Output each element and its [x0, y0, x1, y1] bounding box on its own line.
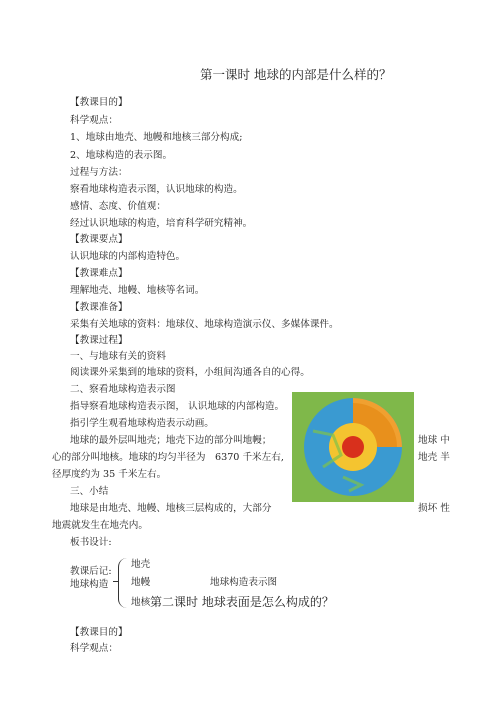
step-2-text-1: 指导察看地球构造表示图， 认识地球的内部构造。 [70, 401, 285, 412]
step-2-text-4-right: 地壳 半 [418, 452, 450, 463]
inner-core-layer [342, 436, 364, 458]
step-3-text-1-right: 损坏 性 [418, 503, 450, 514]
step-3-heading: 三、小结 [70, 486, 109, 497]
board-design-label: 板书设计: [70, 537, 112, 548]
teaching-notes-label: 教课后记: [70, 566, 112, 577]
step-1-heading: 一、与地球有关的资料 [70, 351, 166, 362]
step-2-heading: 二、察看地球构造表示图 [70, 384, 176, 395]
prep-text: 采集有关地球的资料：地球仪、地球构造演示仪、多媒体课件。 [70, 319, 339, 330]
attitude-text: 经过认识地球的构造，培育科学研究精神。 [70, 218, 253, 229]
goal-item-2: 2、地球构造的表示图。 [70, 150, 173, 161]
science-view-label-2: 科学观点： [70, 643, 118, 654]
difficulty-text: 理解地壳、地幔、地核等名词。 [70, 285, 205, 296]
earth-radius-value: 6370 千米左右, [215, 452, 284, 463]
board-item-crust: 地壳 [131, 559, 151, 570]
section-heading-goal: 【教课目的】 [70, 97, 128, 108]
step-2-text-3-right: 地球 中 [418, 435, 450, 446]
step-3-text-1: 地球是由地壳、地幔、地核三层构成的，大部分 [70, 503, 272, 514]
second-lesson-title: 第二课时 地球表面是怎么构成的？ [150, 595, 334, 609]
page-title: 第一课时 地球的内部是什么样的？ [200, 67, 392, 82]
section-heading-goal-2: 【教课目的】 [70, 627, 128, 638]
process-method-text: 察看地球构造表示图，认识地球的构造。 [70, 184, 243, 195]
board-item-core: 地核 [131, 597, 151, 608]
section-heading-difficulty: 【教课难点】 [70, 268, 128, 279]
section-heading-prep: 【教课准备】 [70, 302, 128, 313]
process-method-label: 过程与方法： [70, 167, 128, 178]
board-brace [118, 558, 127, 608]
step-2-text-2: 指引学生观看地球构造表示动画。 [70, 418, 214, 429]
key-text: 认识地球的内部构造特色。 [70, 251, 186, 262]
step-2-text-4: 心的部分叫地核。地球的均匀半径为 [52, 452, 206, 463]
board-item-mantle: 地幔 [131, 577, 151, 588]
board-diagram-label: 地球构造表示图 [210, 577, 278, 588]
step-2-text-3: 地球的最外层叫地壳；地壳下边的部分叫地幔； [70, 435, 272, 446]
section-heading-process: 【教课过程】 [70, 335, 128, 346]
step-3-text-2: 地震就发生在地壳内。 [52, 520, 148, 531]
science-view-label: 科学观点： [70, 115, 118, 126]
step-2-text-5: 径厚度约为 35 千米左右。 [52, 469, 167, 480]
step-1-text: 阅读课外采集到的地球的资料，小组间沟通各自的心得。 [70, 367, 310, 378]
goal-item-1: 1、地球由地壳、地幔和地核三部分构成; [70, 132, 243, 143]
board-earth-structure-label: 地球构造 [70, 579, 109, 590]
attitude-label: 感情、态度、价值观： [70, 201, 166, 212]
section-heading-key: 【教课要点】 [70, 234, 128, 245]
earth-structure-diagram [292, 392, 414, 502]
